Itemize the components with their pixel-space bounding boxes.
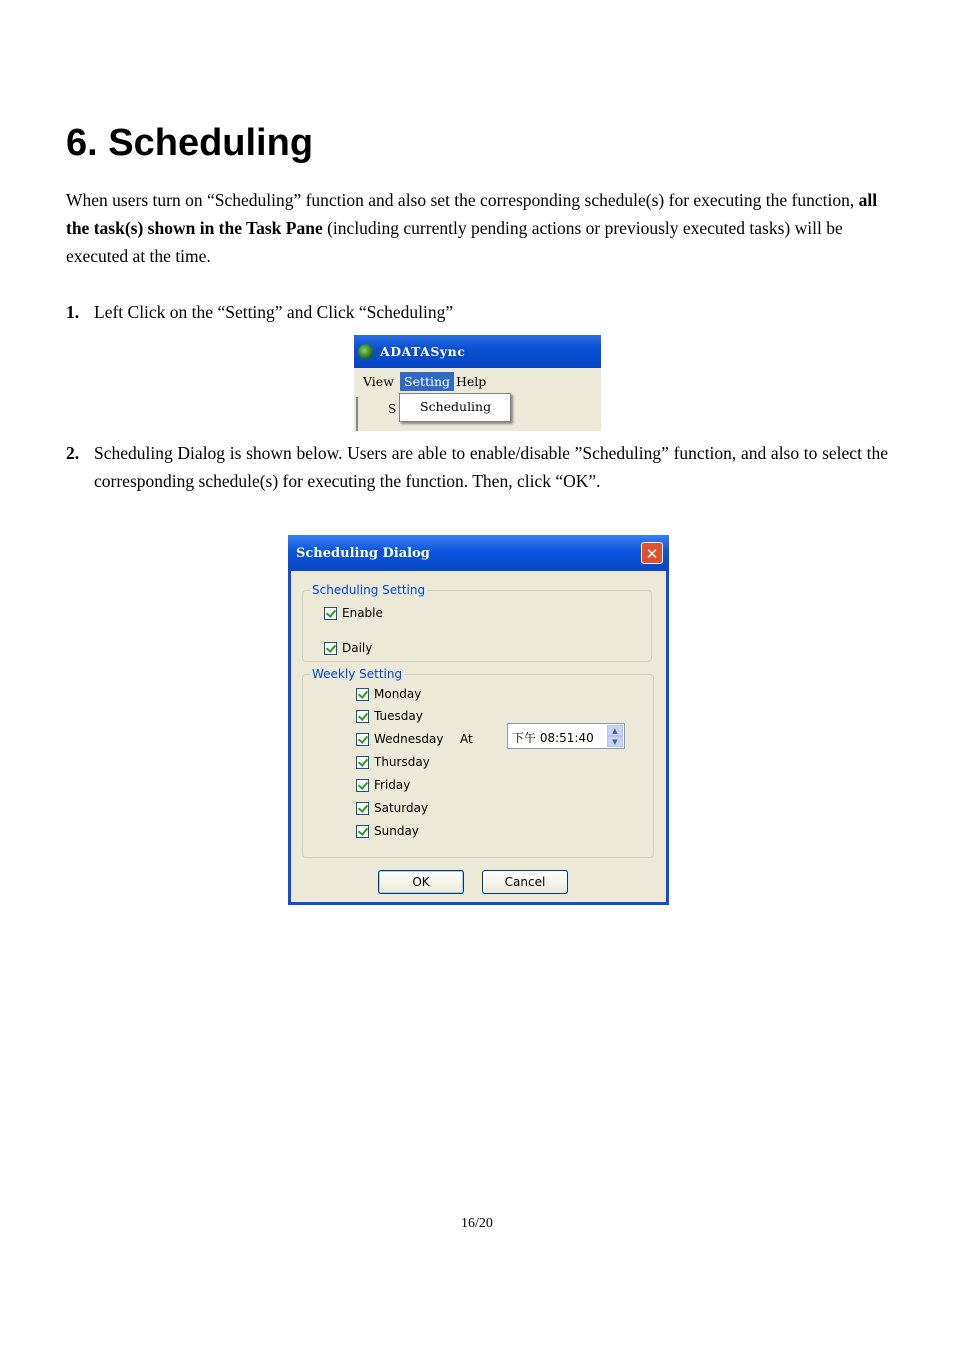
- menu-setting[interactable]: Setting: [400, 372, 454, 391]
- hidden-label-fragment: S: [388, 402, 397, 416]
- dialog-titlebar: [288, 535, 669, 571]
- intro-text-2: (including currently pending actions or previously executed tasks) will be executed at the time.: [66, 218, 843, 266]
- day-label: Tuesday: [374, 709, 423, 723]
- checkbox-checked-icon: [356, 825, 369, 838]
- enable-label: Enable: [342, 606, 383, 620]
- ok-button[interactable]: OK: [378, 870, 464, 894]
- checkbox-checked-icon: [356, 733, 369, 746]
- time-spinner[interactable]: [607, 725, 623, 747]
- intro-paragraph: [66, 186, 896, 270]
- scheduling-setting-legend: Scheduling Setting: [312, 583, 426, 597]
- spin-up-icon[interactable]: ▲: [607, 725, 623, 736]
- day-label: Thursday: [374, 755, 430, 769]
- intro-text-1: When users turn on “Scheduling” function and also set the corresponding schedule(s) for executing the function,: [66, 190, 859, 210]
- day-label: Wednesday: [374, 732, 444, 746]
- app-title: ADATASync: [380, 344, 466, 359]
- section-heading: 6. Scheduling: [66, 122, 314, 164]
- checkbox-checked-icon: [324, 642, 337, 655]
- close-icon[interactable]: ✕: [641, 542, 663, 564]
- menu-help[interactable]: Help: [456, 374, 487, 389]
- scheduling-dialog: [288, 535, 669, 905]
- adatasync-logo-icon: [358, 344, 374, 360]
- day-label: Saturday: [374, 801, 429, 815]
- dialog-body: [291, 571, 666, 902]
- page-number: 16/20: [461, 1216, 493, 1231]
- spin-down-icon[interactable]: ▼: [607, 736, 623, 747]
- checkbox-checked-icon: [356, 688, 369, 701]
- at-label: At: [460, 732, 473, 746]
- dialog-title: Scheduling Dialog: [296, 546, 430, 561]
- menu-view[interactable]: View: [363, 374, 394, 389]
- day-label: Monday: [374, 687, 422, 701]
- intro-bold-text: all the task(s) shown in the Task Pane: [66, 190, 878, 238]
- step-text: Left Click on the “Setting” and Click “Scheduling”: [94, 302, 454, 322]
- checkbox-checked-icon: [356, 756, 369, 769]
- checkbox-checked-icon: [356, 779, 369, 792]
- app-window-screenshot: [354, 335, 601, 431]
- time-picker[interactable]: [507, 723, 625, 749]
- menu-item-scheduling[interactable]: Scheduling: [420, 399, 492, 414]
- cancel-button[interactable]: Cancel: [482, 870, 568, 894]
- app-titlebar: [354, 335, 601, 368]
- checkbox-checked-icon: [356, 802, 369, 815]
- menubar: [354, 368, 601, 394]
- step-number: 1.: [66, 302, 80, 322]
- day-label: Friday: [374, 778, 411, 792]
- checkbox-checked-icon: [356, 710, 369, 723]
- time-value: 下午 08:51:40: [512, 731, 594, 745]
- step-number: 2.: [66, 443, 80, 463]
- day-label: Sunday: [374, 824, 419, 838]
- weekly-setting-legend: Weekly Setting: [312, 667, 403, 681]
- step-text: Scheduling Dialog is shown below. Users are able to enable/disable ”Scheduling” function, and also to select the corresponding schedule(s) for executing the function. Then, click “OK”.: [94, 443, 888, 491]
- setting-dropdown: [399, 393, 511, 422]
- weekly-setting-group: [302, 674, 654, 858]
- checkbox-checked-icon: [324, 607, 337, 620]
- daily-label: Daily: [342, 641, 373, 655]
